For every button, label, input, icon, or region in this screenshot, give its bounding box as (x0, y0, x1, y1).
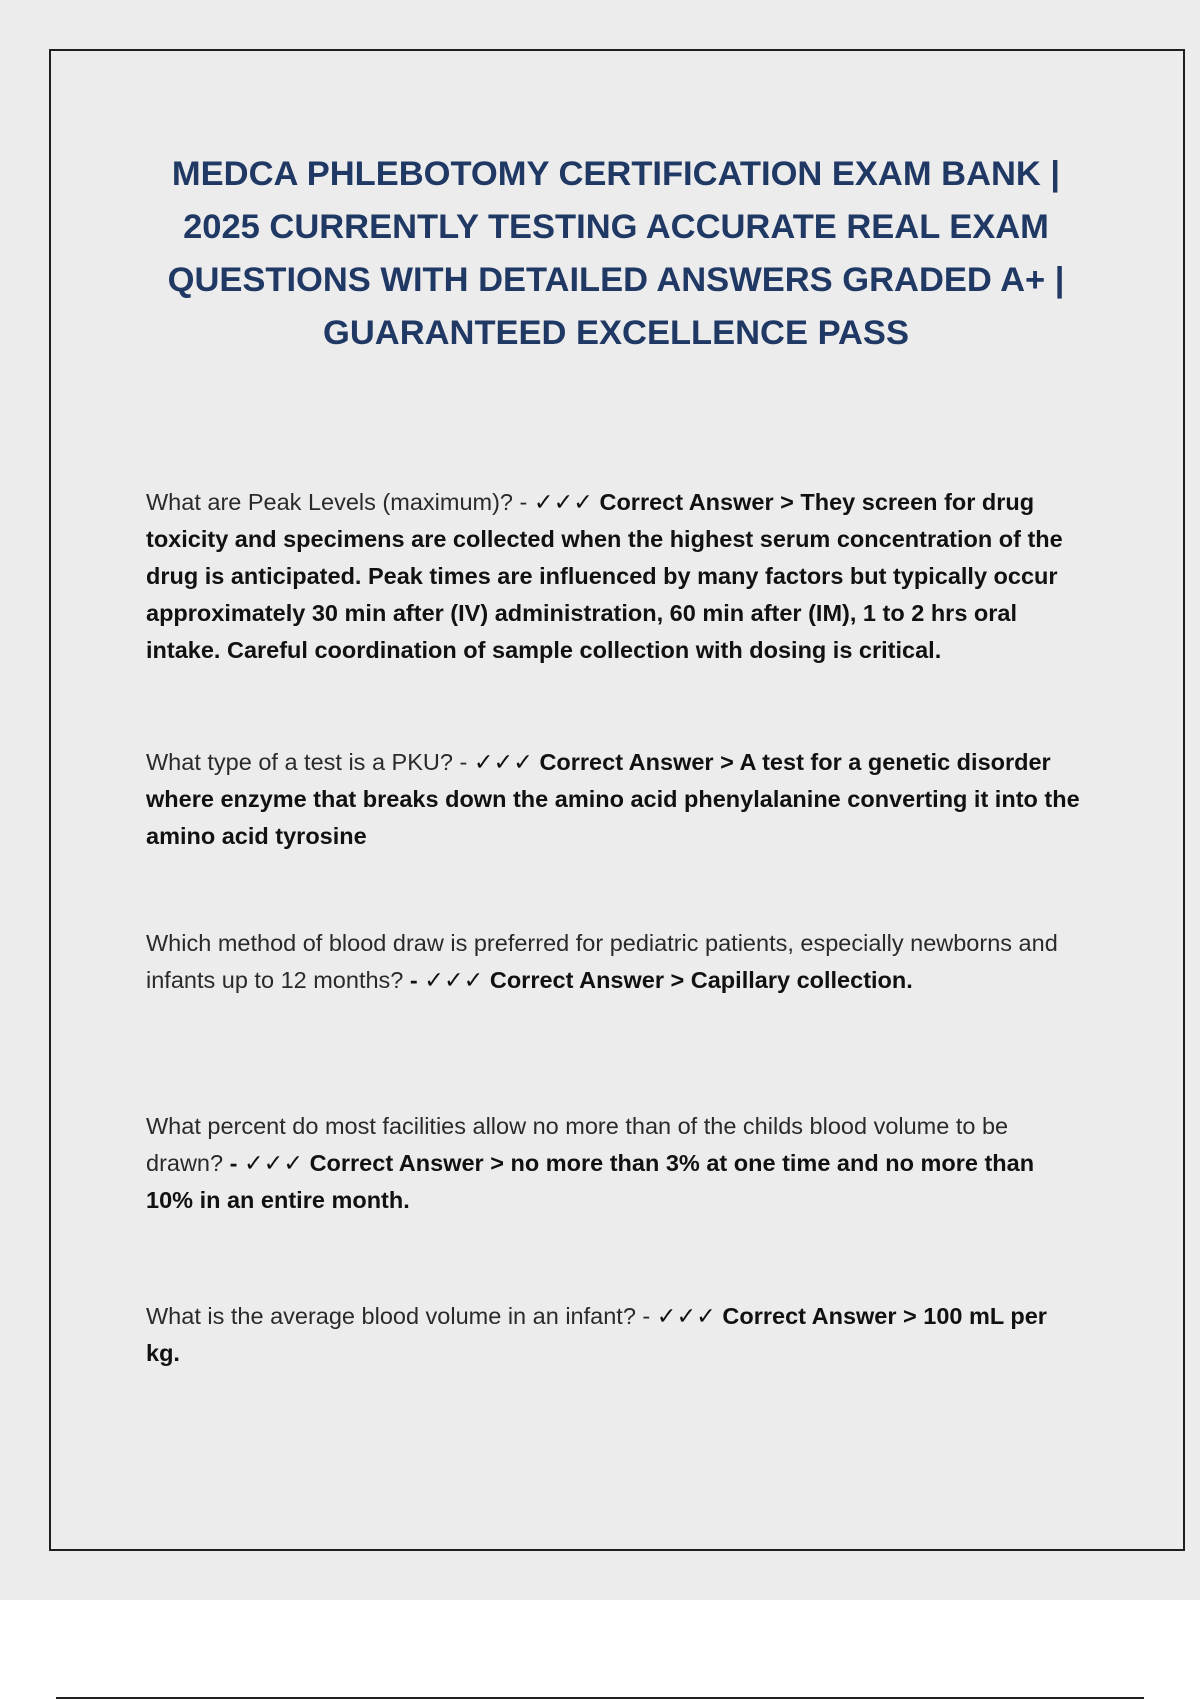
question-text: What type of a test is a PKU? - (146, 749, 474, 775)
qa-item (146, 484, 1086, 669)
answer-text: - ✓✓✓ Correct Answer > Capillary collection. (409, 967, 913, 993)
answer-text: ✓✓✓ Correct Answer > They screen for drug toxicity and specimens are collected when the highest serum concentration of the drug is anticipated. Peak times are influenced by many factors but typically occur approximately 30 min after (IV) administration, 60 min after (IM), 1 to 2 hrs oral intake. Careful coordination of sample collection with dosing is critical. (146, 489, 1063, 663)
answer-text: ✓✓✓ Correct Answer > A test for a genetic disorder where enzyme that breaks down the amino acid phenylalanine converting it into the amino acid tyrosine (146, 749, 1080, 849)
answer-text: ✓✓✓ Correct Answer > 100 mL per kg. (146, 1303, 1047, 1366)
question-text: Which method of blood draw is preferred for pediatric patients, especially newborns and infants up to 12 months? (146, 930, 1058, 993)
question-text: What is the average blood volume in an infant? - (146, 1303, 657, 1329)
qa-item (146, 1108, 1086, 1219)
qa-item (146, 1298, 1086, 1372)
footer-divider (56, 1697, 1144, 1699)
answer-text: - ✓✓✓ Correct Answer > no more than 3% at one time and no more than 10% in an entire month. (146, 1150, 1035, 1213)
qa-item (146, 744, 1086, 855)
qa-item (146, 925, 1086, 999)
document-title: MEDCA PHLEBOTOMY CERTIFICATION EXAM BANK | 2025 CURRENTLY TESTING ACCURATE REAL EXAM QUESTIONS WITH DETAILED ANSWERS GRADED A+ | GUARANTEED EXCELLENCE PASS (167, 155, 1065, 352)
question-text: What are Peak Levels (maximum)? - (146, 489, 534, 515)
question-text: What percent do most facilities allow no more than of the childs blood volume to be drawn? (146, 1113, 1009, 1176)
